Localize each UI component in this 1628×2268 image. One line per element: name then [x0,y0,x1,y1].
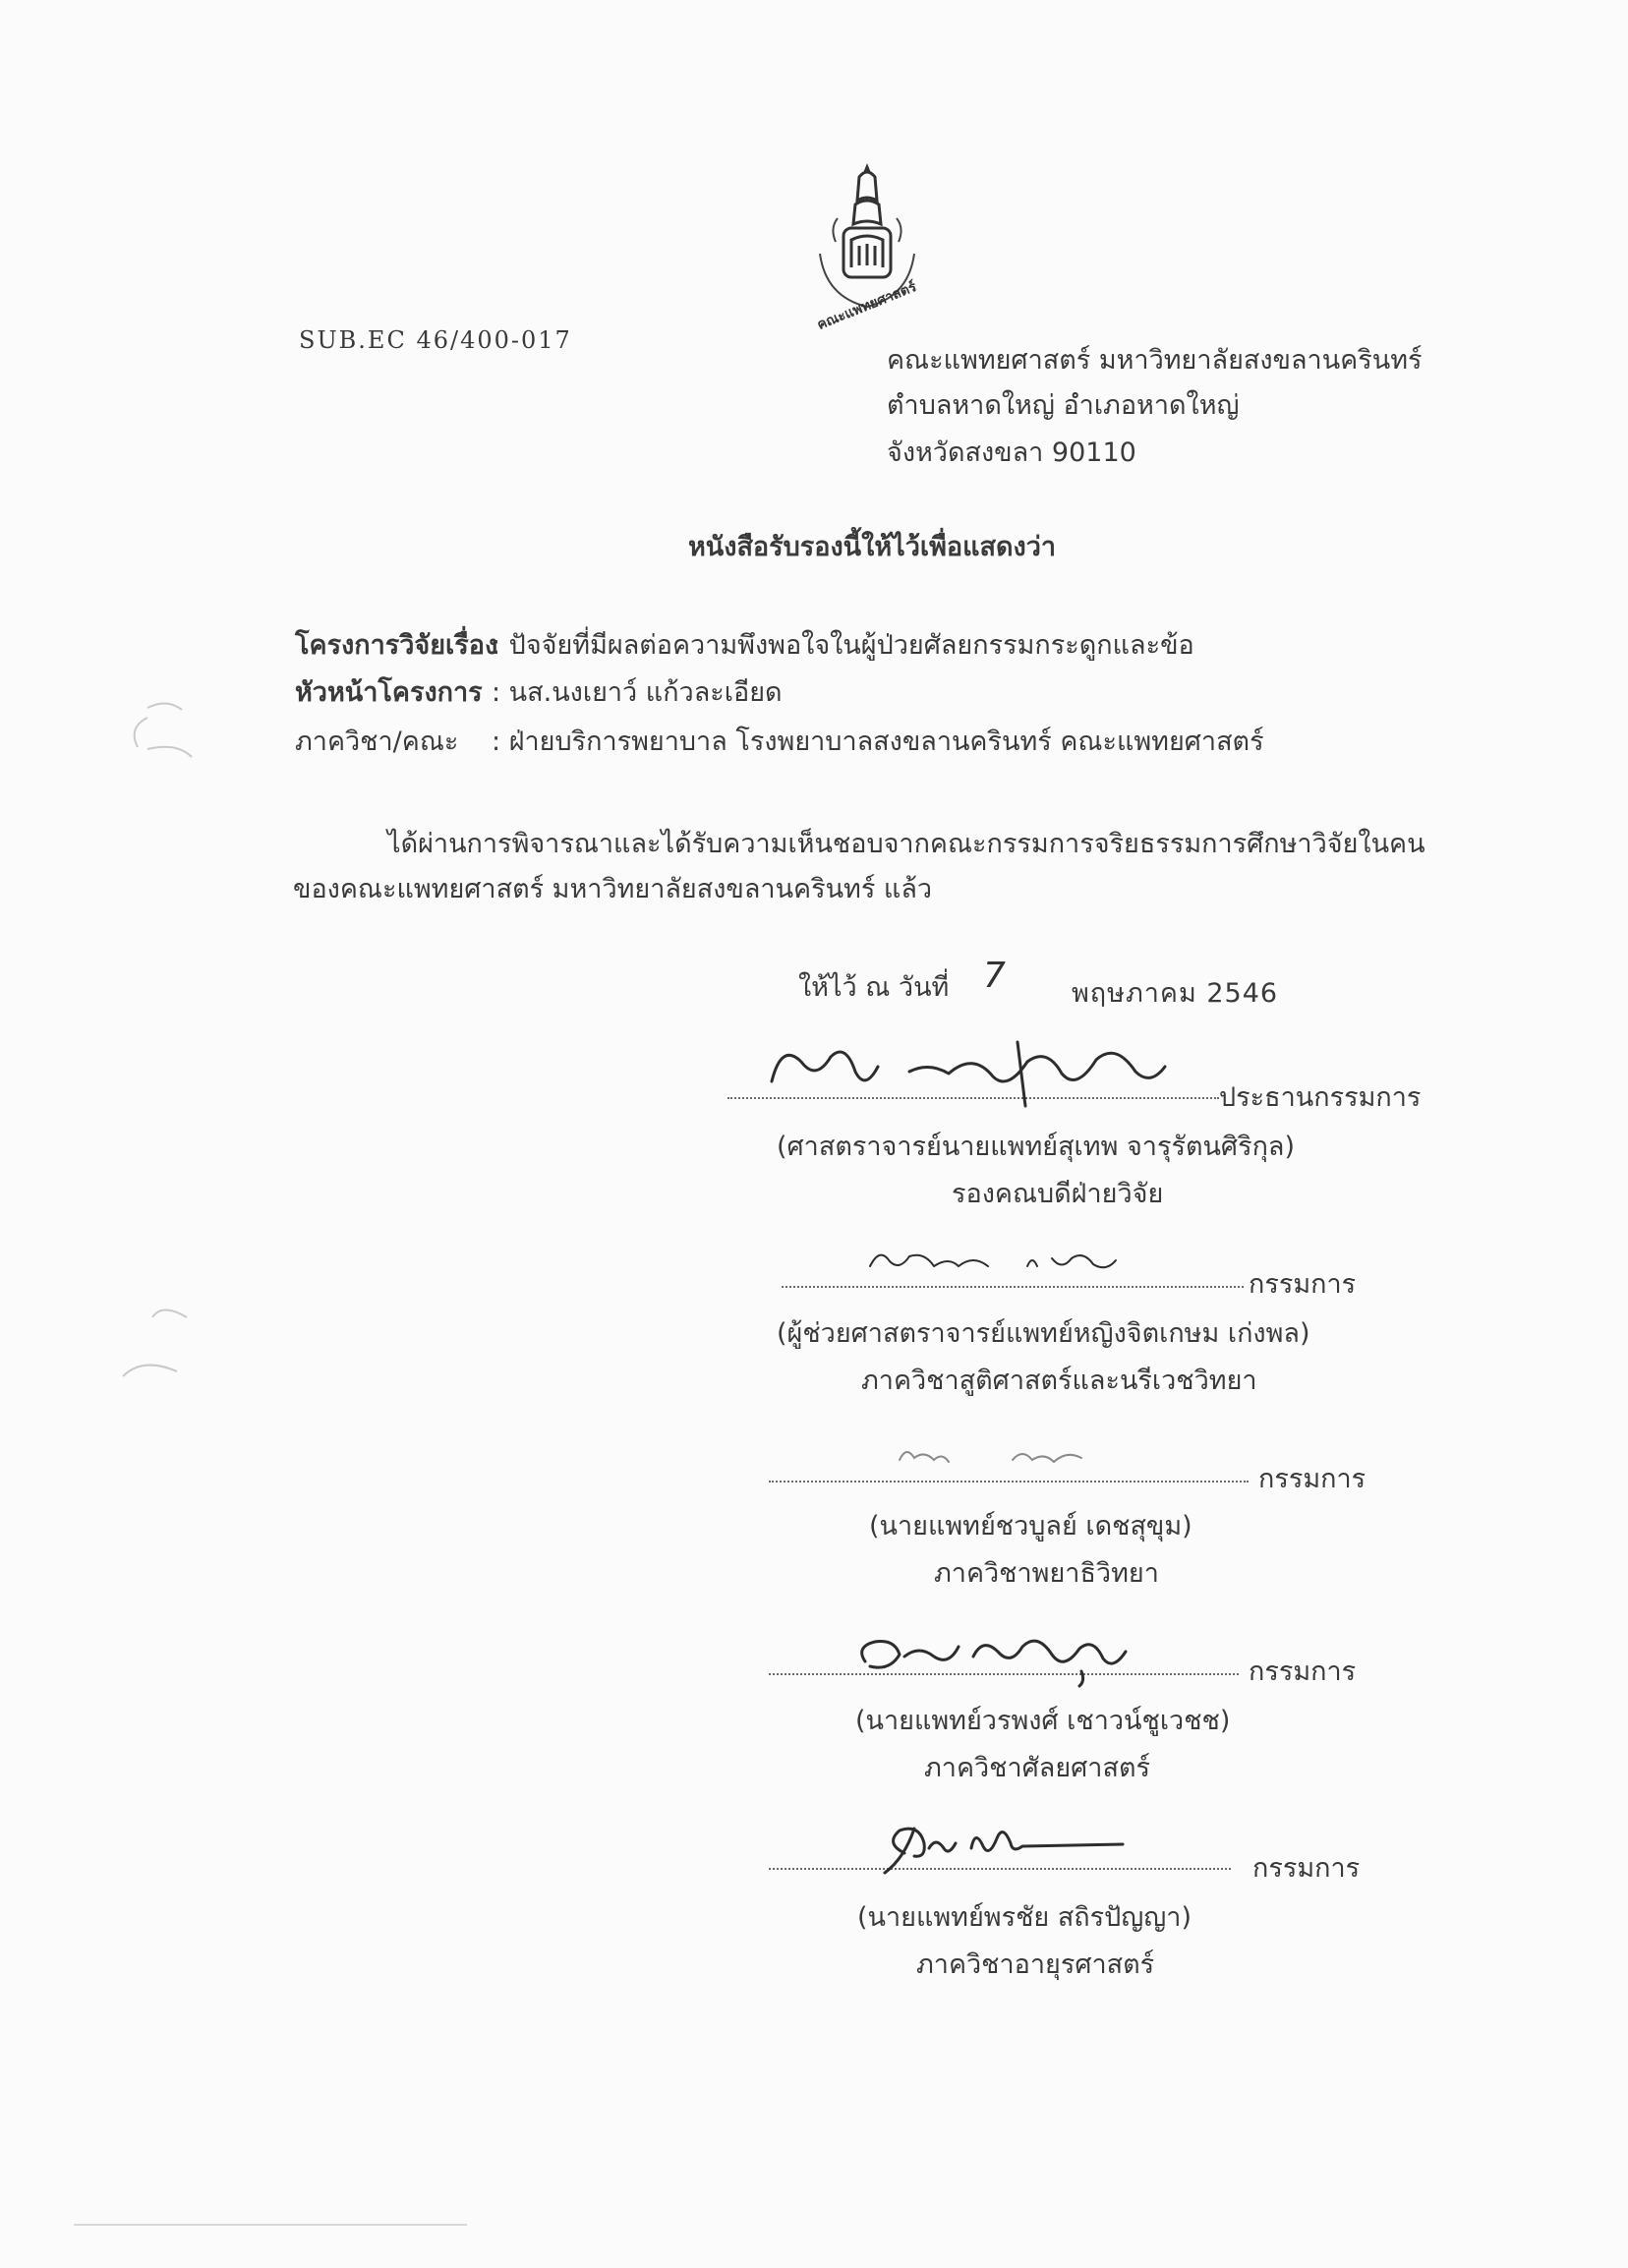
signatory-4-dept: ภาควิชาศัลยศาสตร์ [924,1753,1150,1783]
signatory-3-role: กรรมการ [1258,1464,1366,1494]
date-month-year: พฤษภาคม 2546 [1072,978,1279,1009]
signature-4 [845,1617,1199,1696]
signatory-2-name: (ผู้ช่วยศาสตราจารย์แพทย์หญิงจิตเกษม เก่งพล) [777,1318,1310,1349]
project-title-label: โครงการวิจัยเรื่อง [295,630,498,661]
signatory-2-role: กรรมการ [1249,1269,1357,1300]
seal-caption: คณะแพทยศาสตร์ [815,278,919,334]
signatory-5-name: (นายแพทย์พรชัย สถิรปัญญา) [857,1902,1192,1933]
scan-edge-line [74,2224,467,2226]
punch-hole-marks [108,688,206,1396]
body-line-1: ได้ผ่านการพิจารณาและได้รับความเห็นชอบจากคณะกรรมการจริยธรรมการศึกษาวิจัยในคน [387,829,1425,859]
date-day: 7 [983,956,1006,996]
address-line-2: ตำบลหาดใหญ่ อำเภอหาดใหญ่ [887,390,1240,421]
address-line-1: คณะแพทยศาสตร์ มหาวิทยาลัยสงขลานครินทร์ [887,345,1423,376]
signatory-1-name: (ศาสตราจารย์นายแพทย์สุเทพ จารุรัตนศิริกุล) [777,1132,1296,1162]
project-title-value: : ปัจจัยที่มีผลต่อความพึงพอใจในผู้ป่วยศัลยกรรมกระดูกและข้อ [492,630,1194,661]
signatory-5-dept: ภาควิชาอายุรศาสตร์ [916,1949,1155,1980]
signatory-4-name: (นายแพทย์วรพงศ์ เชาวน์ชูเวชช) [855,1706,1231,1736]
signatory-3-dept: ภาควิชาพยาธิวิทยา [934,1558,1159,1589]
department-label: ภาควิชา/คณะ [295,727,459,757]
body-line-2: ของคณะแพทยศาสตร์ มหาวิทยาลัยสงขลานครินทร์ แล้ว [293,874,933,904]
signatory-5-role: กรรมการ [1252,1853,1361,1884]
project-head-label: หัวหน้าโครงการ [295,677,483,708]
signatory-4-role: กรรมการ [1249,1657,1357,1687]
department-value: : ฝ่ายบริการพยาบาล โรงพยาบาลสงขลานครินทร์ คณะแพทยศาสตร์ [492,727,1264,757]
signatory-1-dept: รองคณบดีฝ่ายวิจัย [952,1179,1164,1209]
signature-3 [895,1430,1150,1475]
signatory-3-name: (นายแพทย์ชวบูลย์ เดชสุขุม) [869,1511,1192,1541]
signature-5 [865,1799,1140,1888]
signatory-1-role: ประธานกรรมการ [1219,1082,1422,1113]
date-prefix: ให้ไว้ ณ วันที่ [798,972,950,1003]
signatory-2-dept: ภาควิชาสูติศาสตร์และนรีเวชวิทยา [861,1366,1257,1396]
certificate-title: หนังสือรับรองนี้ให้ไว้เพื่อแสดงว่า [688,532,1057,562]
address-line-3: จังหวัดสงขลา 90110 [887,437,1136,468]
reference-number: SUB.EC 46/400-017 [299,326,572,354]
signature-line-3 [769,1477,1249,1483]
signature-1 [762,1032,1234,1111]
signature-2 [865,1237,1190,1286]
project-head-value: : นส.นงเยาว์ แก้วละเอียด [492,677,783,708]
